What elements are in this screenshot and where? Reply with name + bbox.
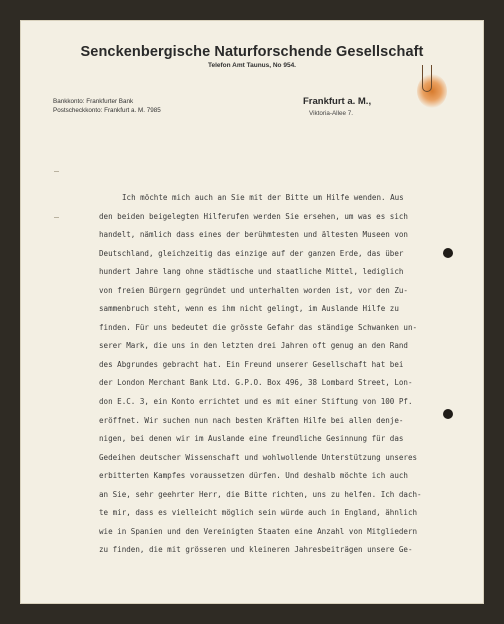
body-line: Deutschland, gleichzeitig das einzige auf der ganzen Erde, das über (99, 248, 404, 258)
body-line: nigen, bei denen wir im Auslande eine freundliche Gesinnung für das (99, 434, 404, 444)
body-line: erbitterten Kampfes voraussetzen dürfen. Und deshalb möchte ich auch (99, 471, 408, 481)
sender-street: Viktoria-Allee 7. (309, 110, 353, 117)
body-line: sammenbruch steht, wenn es ihm nicht gelingt, im Auslande Hilfe zu (99, 304, 399, 314)
body-line: zu finden, die mit grösseren und kleineren Jahresbeiträgen unsere Ge- (99, 545, 413, 555)
body-line: an Sie, sehr geehrter Herr, die Bitte richten, uns zu helfen. Ich dach- (99, 489, 422, 499)
bank-account-line: Bankkonto: Frankfurter Bank (53, 98, 134, 105)
bank-details (53, 97, 161, 115)
body-line: des Abgrundes gebracht hat. Ein Freund unserer Gesellschaft hat bei (99, 359, 404, 369)
letterhead-phone: Telefon Amt Taunus, No 954. (207, 62, 296, 69)
pencil-mark (54, 171, 59, 172)
body-line: von freien Bürgern gegründet und unterhalten worden ist, vor den Zu- (99, 285, 408, 295)
body-line: handelt, nämlich dass eines der berühmtesten und ältesten Museen von (99, 230, 408, 240)
body-line: don E.C. 3, ein Konto errichtet und es mit einer Stiftung von 100 Pf. (99, 397, 413, 407)
body-line: te mir, dass es vielleicht möglich sein würde auch in England, ähnlich (99, 508, 418, 518)
paperclip-icon (422, 65, 432, 92)
letter-body (99, 189, 463, 560)
punch-hole (443, 409, 453, 419)
body-line: Ich möchte mich auch an Sie mit der Bitte um Hilfe wenden. Aus (122, 193, 404, 202)
pencil-mark (54, 217, 59, 218)
sender-city: Frankfurt a. M., (303, 96, 372, 107)
body-line: Gedeihen deutscher Wissenschaft und wohlwollende Unterstützung unseres (99, 452, 418, 462)
body-line: wie in Spanien und den Vereinigten Staaten eine Anzahl von Mitgliedern (99, 526, 418, 536)
body-line: der London Merchant Bank Ltd. G.P.O. Box 496, 38 Lombard Street, Lon- (99, 378, 413, 388)
letterhead-title: Senckenbergische Naturforschende Gesellschaft (80, 44, 424, 60)
letter-page (20, 20, 484, 604)
body-line: finden. Für uns bedeutet die grösste Gefahr das ständige Schwanken un- (99, 322, 418, 332)
body-line: serer Mark, die uns in den letzten drei Jahren oft genug an den Rand (99, 341, 408, 351)
body-line: eröffnet. Wir suchen nun nach besten Kräften Hilfe bei allen denje- (99, 415, 404, 425)
postal-account-line: Postscheckkonto: Frankfurt a. M. 7985 (53, 107, 161, 114)
body-line: den beiden beigelegten Hilferufen werden Sie ersehen, um was es sich (99, 211, 408, 221)
punch-hole (443, 248, 453, 258)
body-line: hundert Jahre lang ohne städtische und staatliche Mittel, lediglich (99, 267, 404, 277)
